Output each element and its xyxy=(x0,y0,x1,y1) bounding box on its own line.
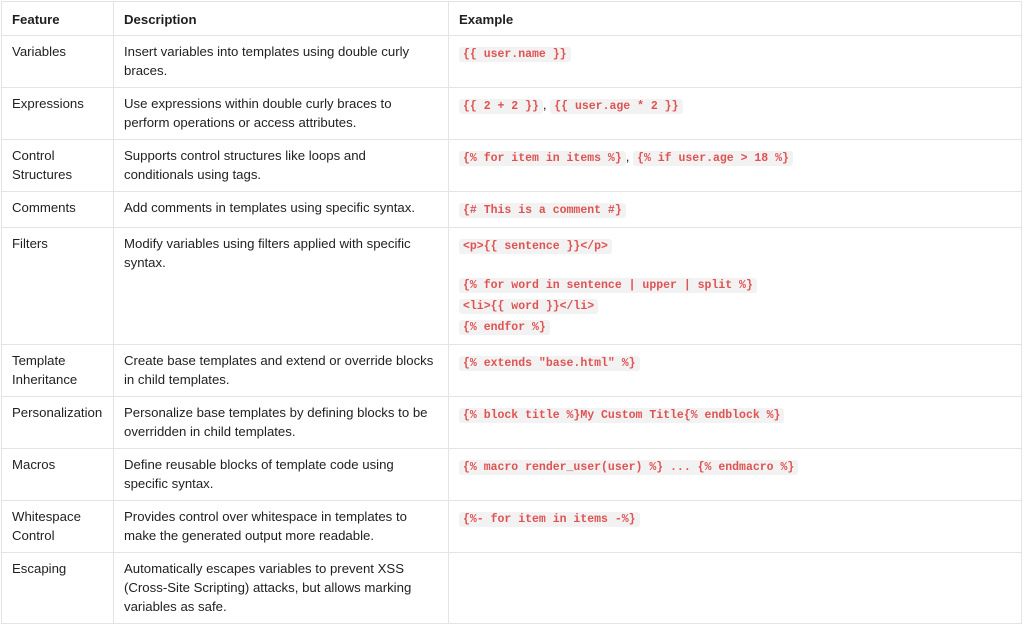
example-cell xyxy=(449,88,1022,140)
example-cell xyxy=(449,192,1022,228)
feature-cell: Template Inheritance xyxy=(2,345,114,397)
code-snippet: {% endfor %} xyxy=(459,320,550,335)
feature-cell: Expressions xyxy=(2,88,114,140)
header-description: Description xyxy=(114,2,449,36)
table-row xyxy=(2,397,1022,449)
table-header xyxy=(2,2,1022,36)
example-cell xyxy=(449,397,1022,449)
example-cell xyxy=(449,228,1022,345)
example-cell xyxy=(449,345,1022,397)
description-cell: Supports control structures like loops and conditionals using tags. xyxy=(114,140,449,192)
feature-cell: Filters xyxy=(2,228,114,345)
feature-cell: Escaping xyxy=(2,553,114,624)
table-row xyxy=(2,553,1022,624)
feature-table xyxy=(1,1,1022,624)
description-cell: Create base templates and extend or override blocks in child templates. xyxy=(114,345,449,397)
table-row xyxy=(2,36,1022,88)
code-snippet: {{ user.age * 2 }} xyxy=(550,99,682,114)
description-cell: Use expressions within double curly braces to perform operations or access attributes. xyxy=(114,88,449,140)
code-snippet: <li>{{ word }}</li> xyxy=(459,299,598,314)
table-row xyxy=(2,88,1022,140)
code-snippet: {# This is a comment #} xyxy=(459,203,626,218)
table-row xyxy=(2,228,1022,345)
feature-cell: Comments xyxy=(2,192,114,228)
description-cell: Add comments in templates using specific syntax. xyxy=(114,192,449,228)
description-cell: Provides control over whitespace in templates to make the generated output more readable. xyxy=(114,501,449,553)
feature-cell: Control Structures xyxy=(2,140,114,192)
code-snippet: {% for word in sentence | upper | split %} xyxy=(459,278,757,293)
code-snippet: {% for item in items %} xyxy=(459,151,626,166)
example-cell xyxy=(449,36,1022,88)
description-cell: Modify variables using filters applied with specific syntax. xyxy=(114,228,449,345)
table-body xyxy=(2,36,1022,624)
table-row xyxy=(2,345,1022,397)
table-row xyxy=(2,192,1022,228)
table-row xyxy=(2,449,1022,501)
header-example: Example xyxy=(449,2,1022,36)
feature-cell: Whitespace Control xyxy=(2,501,114,553)
example-cell xyxy=(449,449,1022,501)
code-snippet: {% macro render_user(user) %} ... {% endmacro %} xyxy=(459,460,798,475)
description-cell: Automatically escapes variables to prevent XSS (Cross-Site Scripting) attacks, but allows marking variables as safe. xyxy=(114,553,449,624)
example-cell xyxy=(449,553,1022,624)
code-snippet: {{ user.name }} xyxy=(459,47,571,62)
feature-cell: Variables xyxy=(2,36,114,88)
example-separator: , xyxy=(625,149,630,164)
code-snippet: {% extends "base.html" %} xyxy=(459,356,640,371)
example-cell xyxy=(449,140,1022,192)
description-cell: Personalize base templates by defining blocks to be overridden in child templates. xyxy=(114,397,449,449)
example-cell xyxy=(449,501,1022,553)
code-snippet: {% if user.age > 18 %} xyxy=(633,151,793,166)
header-row xyxy=(2,2,1022,36)
table-row xyxy=(2,501,1022,553)
code-snippet: {%- for item in items -%} xyxy=(459,512,640,527)
example-separator: , xyxy=(542,97,547,112)
code-snippet: {% block title %}My Custom Title{% endblock %} xyxy=(459,408,784,423)
feature-cell: Macros xyxy=(2,449,114,501)
header-feature: Feature xyxy=(2,2,114,36)
feature-cell: Personalization xyxy=(2,397,114,449)
code-snippet: {{ 2 + 2 }} xyxy=(459,99,543,114)
description-cell: Insert variables into templates using double curly braces. xyxy=(114,36,449,88)
table-row xyxy=(2,140,1022,192)
code-snippet: <p>{{ sentence }}</p> xyxy=(459,239,612,254)
description-cell: Define reusable blocks of template code using specific syntax. xyxy=(114,449,449,501)
